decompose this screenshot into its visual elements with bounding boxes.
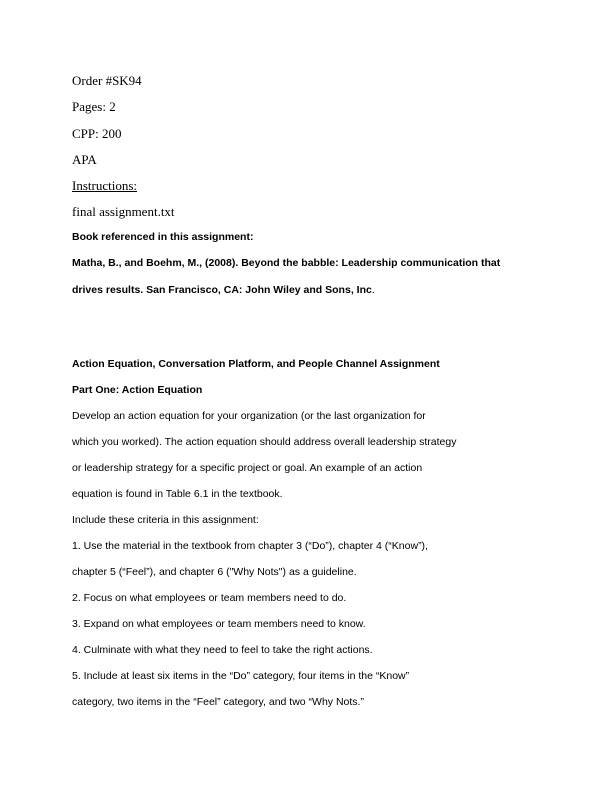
criteria-item: 4. Culminate with what they need to feel to take the right actions. — [72, 644, 373, 656]
criteria-item-continued: chapter 5 (“Feel”), and chapter 6 ("Why Nots") as a guideline. — [72, 566, 357, 578]
criteria-item-continued: category, two items in the “Feel” category, and two “Why Nots.” — [72, 696, 364, 708]
attached-file-name: final assignment.txt — [72, 204, 175, 219]
criteria-item: 1. Use the material in the textbook from chapter 3 (“Do”), chapter 4 (“Know”), — [72, 540, 428, 552]
criteria-item: 2. Focus on what employees or team members need to do. — [72, 592, 347, 604]
reference-citation-text: drives results. San Francisco, CA: John Wiley and Sons, Inc — [72, 284, 372, 296]
page-count: Pages: 2 — [72, 99, 116, 114]
reference-citation-line-1: Matha, B., and Boehm, M., (2008). Beyond the babble: Leadership communication that — [72, 257, 501, 269]
reference-citation-line-2 — [72, 284, 375, 296]
cpp-value: CPP: 200 — [72, 126, 122, 141]
body-line: equation is found in Table 6.1 in the textbook. — [72, 488, 283, 500]
criteria-intro: Include these criteria in this assignment: — [72, 514, 259, 526]
body-line: or leadership strategy for a specific project or goal. An example of an action — [72, 462, 423, 474]
body-line: Develop an action equation for your organization (or the last organization for — [72, 410, 426, 422]
reference-citation-period: . — [371, 284, 375, 296]
order-number: Order #SK94 — [72, 73, 142, 88]
reference-heading: Book referenced in this assignment: — [72, 231, 254, 243]
criteria-item: 3. Expand on what employees or team members need to know. — [72, 618, 366, 630]
criteria-item: 5. Include at least six items in the “Do” category, four items in the “Know” — [72, 670, 410, 682]
body-line: which you worked). The action equation should address overall leadership strategy — [72, 436, 457, 448]
part-one-heading: Part One: Action Equation — [72, 384, 203, 396]
citation-style: APA — [72, 152, 97, 167]
assignment-title: Action Equation, Conversation Platform, and People Channel Assignment — [72, 358, 440, 370]
instructions-label: Instructions: — [72, 178, 137, 193]
